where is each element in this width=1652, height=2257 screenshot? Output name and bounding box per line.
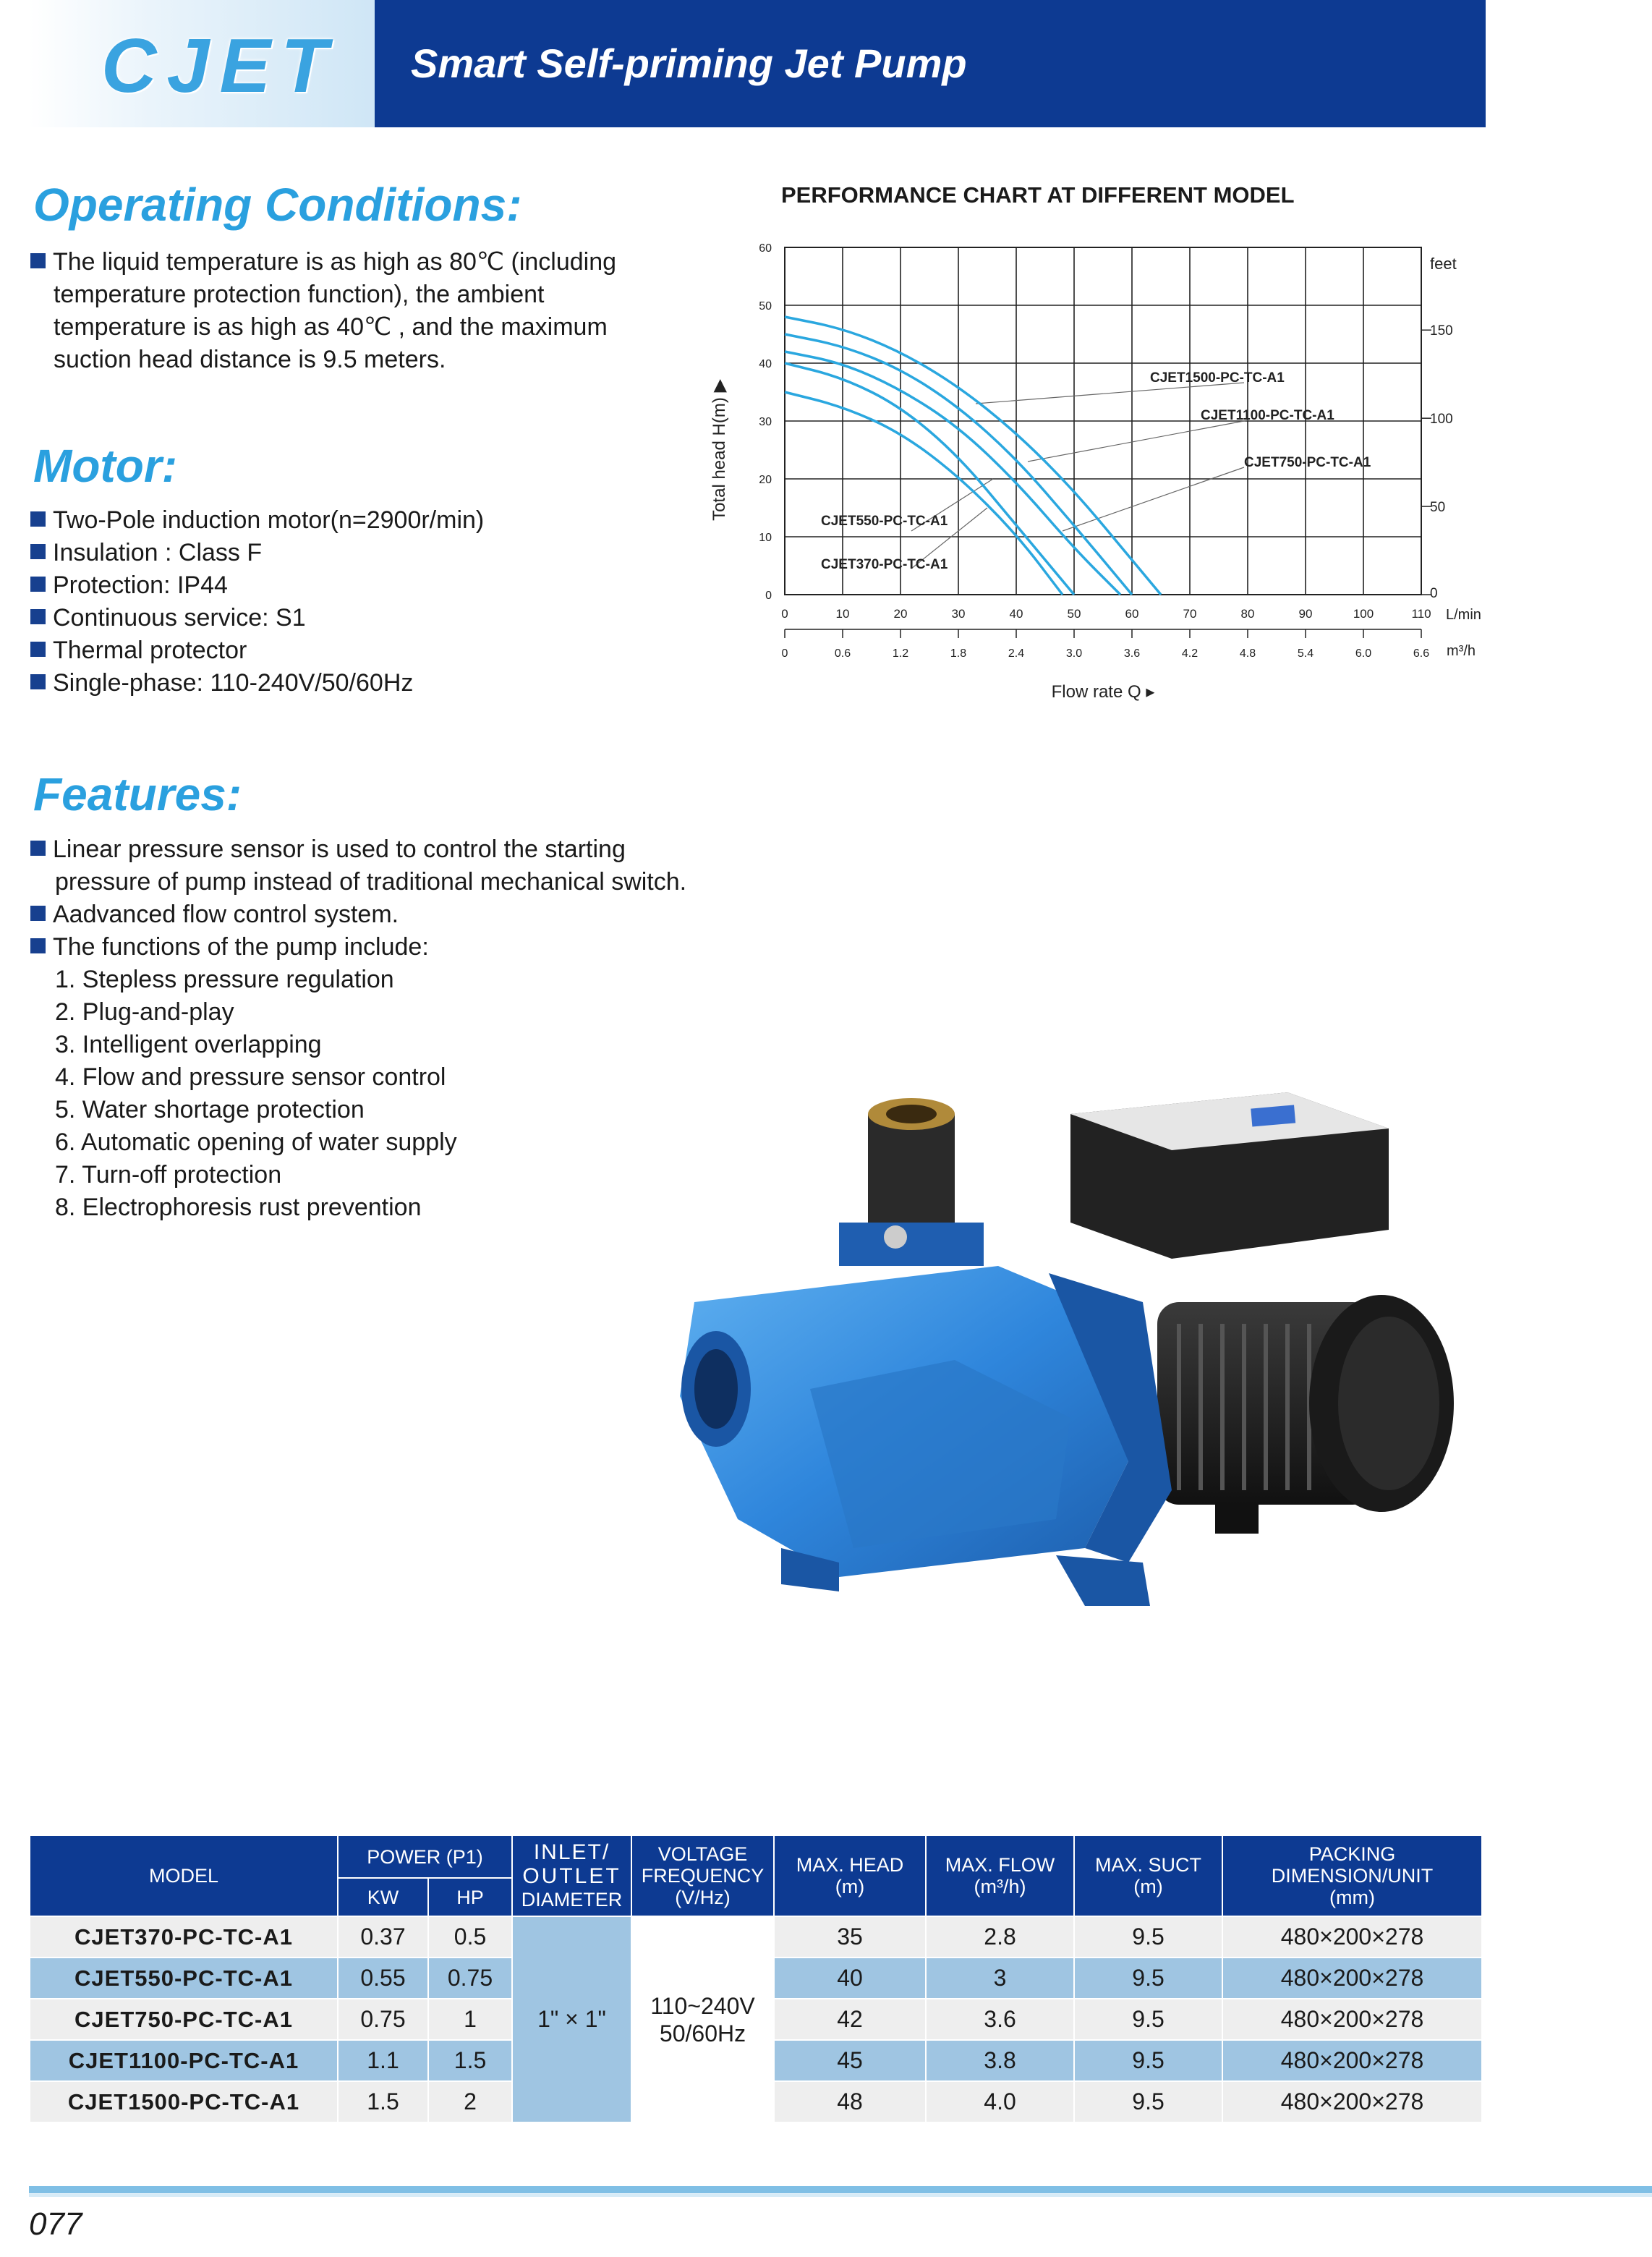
x2-tick-label: 3.0 bbox=[1065, 647, 1083, 660]
x2-tick-label: 0.6 bbox=[834, 647, 851, 660]
series-label: CJET750-PC-TC-A1 bbox=[1244, 455, 1371, 470]
y-tick-label: 0 bbox=[765, 590, 772, 602]
operating-line: suction head distance is 9.5 meters. bbox=[54, 346, 446, 373]
motor-item: Protection: IP44 bbox=[30, 569, 681, 602]
function-item: 7. Turn-off protection bbox=[55, 1161, 282, 1189]
x-tick-label: 50 bbox=[1067, 607, 1081, 621]
motor-item: Thermal protector bbox=[30, 634, 681, 667]
bullet-square-icon bbox=[30, 674, 46, 689]
cell-diameter: 1" × 1" bbox=[512, 1916, 631, 2122]
series-leader-line bbox=[1028, 420, 1248, 462]
x-tick-label: 80 bbox=[1240, 607, 1255, 621]
spec-table bbox=[29, 1835, 1483, 2123]
cell-head: 40 bbox=[774, 1958, 926, 1999]
operating-line: temperature is as high as 40℃ , and the maximum bbox=[54, 313, 608, 341]
x2-tick-label: 1.2 bbox=[892, 647, 909, 660]
bullet-square-icon bbox=[30, 642, 46, 657]
function-item: 3. Intelligent overlapping bbox=[55, 1031, 322, 1058]
series-line-cjet1500-pc-tc-a1 bbox=[785, 317, 1161, 595]
feature-item: Linear pressure sensor is used to control the starting bbox=[30, 833, 826, 866]
motor-item: Single-phase: 110-240V/50/60Hz bbox=[30, 667, 681, 700]
function-item: 4. Flow and pressure sensor control bbox=[55, 1063, 446, 1091]
cell-flow: 3.8 bbox=[926, 2040, 1074, 2081]
col-header-max-head: MAX. HEAD (m) bbox=[774, 1835, 926, 1916]
y-tick-label: 60 bbox=[759, 242, 772, 255]
cell-kw: 0.55 bbox=[338, 1958, 428, 1999]
cell-hp: 2 bbox=[428, 2081, 512, 2122]
y-tick-label: 40 bbox=[759, 358, 772, 370]
col-header-model: MODEL bbox=[30, 1835, 338, 1916]
y2-tick-label: 50 bbox=[1430, 500, 1446, 516]
y2-unit-label: feet bbox=[1430, 255, 1457, 273]
chart-title: PERFORMANCE CHART AT DIFFERENT MODEL bbox=[781, 182, 1295, 208]
y2-tick-label: 100 bbox=[1430, 412, 1453, 428]
col-header-max-flow: MAX. FLOW (m³/h) bbox=[926, 1835, 1074, 1916]
x2-tick-label: 6.0 bbox=[1355, 647, 1372, 660]
series-label: CJET1100-PC-TC-A1 bbox=[1201, 408, 1334, 423]
bullet-square-icon bbox=[30, 609, 46, 624]
chart-labels bbox=[710, 242, 1481, 702]
cell-pack: 480×200×278 bbox=[1222, 1916, 1482, 1958]
cell-head: 48 bbox=[774, 2081, 926, 2122]
x2-tick-label: 5.4 bbox=[1297, 647, 1314, 660]
x2-tick-label: 2.4 bbox=[1008, 647, 1025, 660]
y-tick-label: 30 bbox=[759, 416, 772, 428]
x-tick-label: 0 bbox=[781, 607, 788, 621]
footer-rule bbox=[29, 2186, 1652, 2193]
col-header-packing: PACKING DIMENSION/UNIT (mm) bbox=[1222, 1835, 1482, 1916]
y2-tick-label: 150 bbox=[1430, 323, 1453, 339]
x-tick-label: 40 bbox=[1009, 607, 1023, 621]
jet-pump-image bbox=[622, 1085, 1468, 1635]
features-heading: Features: bbox=[33, 768, 242, 820]
cell-head: 42 bbox=[774, 1999, 926, 2040]
motor-item: Continuous service: S1 bbox=[30, 602, 681, 634]
motor-housing bbox=[1157, 1295, 1454, 1534]
x2-tick-label: 4.8 bbox=[1239, 647, 1256, 660]
cell-head: 35 bbox=[774, 1916, 926, 1958]
cell-suct: 9.5 bbox=[1074, 2081, 1222, 2122]
pump-casing bbox=[680, 1266, 1172, 1606]
cell-pack: 480×200×278 bbox=[1222, 2040, 1482, 2081]
cell-flow: 2.8 bbox=[926, 1916, 1074, 1958]
x-tick-label: 30 bbox=[951, 607, 966, 621]
cell-voltage: 110~240V 50/60Hz bbox=[631, 1916, 774, 2122]
x-tick-label: 10 bbox=[835, 607, 850, 621]
x-axis-title: Flow rate Q ▸ bbox=[1051, 682, 1155, 702]
function-item: 5. Water shortage protection bbox=[55, 1096, 365, 1123]
x2-unit-label: m³/h bbox=[1447, 643, 1476, 659]
feature-item: Aadvanced flow control system. bbox=[30, 898, 826, 931]
operating-text bbox=[30, 246, 681, 376]
x2-tick-label: 6.6 bbox=[1413, 647, 1430, 660]
footer-rule-light bbox=[29, 2194, 1652, 2197]
cell-model: CJET1500-PC-TC-A1 bbox=[30, 2081, 338, 2122]
cell-flow: 3 bbox=[926, 1958, 1074, 1999]
col-header-hp: HP bbox=[428, 1878, 512, 1916]
cell-suct: 9.5 bbox=[1074, 1958, 1222, 1999]
page-number: 077 bbox=[29, 2206, 82, 2242]
x2-tick-label: 4.2 bbox=[1181, 647, 1198, 660]
x-tick-label: 110 bbox=[1411, 607, 1431, 621]
y-tick-label: 20 bbox=[759, 474, 772, 486]
cell-suct: 9.5 bbox=[1074, 1916, 1222, 1958]
x-tick-label: 70 bbox=[1183, 607, 1197, 621]
control-box bbox=[1070, 1092, 1389, 1259]
cell-pack: 480×200×278 bbox=[1222, 1958, 1482, 1999]
bullet-square-icon bbox=[30, 938, 46, 953]
bullet-square-icon bbox=[30, 253, 46, 268]
bullet-square-icon bbox=[30, 577, 46, 592]
feature-item-continued: pressure of pump instead of traditional mechanical switch. bbox=[55, 868, 687, 896]
chart-series bbox=[785, 317, 1161, 595]
cell-suct: 9.5 bbox=[1074, 1999, 1222, 2040]
motor-heading: Motor: bbox=[33, 440, 178, 492]
series-label: CJET550-PC-TC-A1 bbox=[821, 514, 948, 529]
table-header-row bbox=[30, 1835, 1482, 1878]
cell-hp: 1.5 bbox=[428, 2040, 512, 2081]
x2-tick-label: 0 bbox=[781, 647, 788, 660]
cell-kw: 0.75 bbox=[338, 1999, 428, 2040]
brand-logo: CJET bbox=[101, 23, 338, 109]
performance-chart bbox=[694, 231, 1497, 709]
col-header-kw: KW bbox=[338, 1878, 428, 1916]
cell-kw: 0.37 bbox=[338, 1916, 428, 1958]
series-label: CJET1500-PC-TC-A1 bbox=[1150, 370, 1285, 386]
cell-suct: 9.5 bbox=[1074, 2040, 1222, 2081]
col-header-voltage: VOLTAGE FREQUENCY (V/Hz) bbox=[631, 1835, 774, 1916]
bullet-square-icon bbox=[30, 511, 46, 527]
feature-item: The functions of the pump include: bbox=[30, 931, 826, 964]
x-tick-label: 90 bbox=[1298, 607, 1313, 621]
operating-heading: Operating Conditions: bbox=[33, 179, 522, 231]
y-tick-label: 50 bbox=[759, 300, 772, 313]
cell-flow: 4.0 bbox=[926, 2081, 1074, 2122]
cell-pack: 480×200×278 bbox=[1222, 2081, 1482, 2122]
function-item: 6. Automatic opening of water supply bbox=[55, 1128, 457, 1156]
cell-hp: 1 bbox=[428, 1999, 512, 2040]
chart-grid bbox=[785, 247, 1431, 638]
y-axis-title: Total head H(m) ▶ bbox=[710, 379, 729, 521]
cell-pack: 480×200×278 bbox=[1222, 1999, 1482, 2040]
col-header-max-suct: MAX. SUCT (m) bbox=[1074, 1835, 1222, 1916]
function-item: 1. Stepless pressure regulation bbox=[55, 966, 394, 993]
x-tick-label: 60 bbox=[1125, 607, 1139, 621]
x2-tick-label: 1.8 bbox=[950, 647, 967, 660]
function-item: 2. Plug-and-play bbox=[55, 998, 234, 1026]
cell-model: CJET370-PC-TC-A1 bbox=[30, 1916, 338, 1958]
x2-tick-label: 3.6 bbox=[1123, 647, 1141, 660]
motor-list bbox=[30, 504, 681, 700]
function-item: 8. Electrophoresis rust prevention bbox=[55, 1194, 422, 1221]
motor-item: Two-Pole induction motor(n=2900r/min) bbox=[30, 504, 681, 537]
bullet-square-icon bbox=[30, 906, 46, 921]
cell-flow: 3.6 bbox=[926, 1999, 1074, 2040]
cell-head: 45 bbox=[774, 2040, 926, 2081]
cell-kw: 1.5 bbox=[338, 2081, 428, 2122]
cell-hp: 0.75 bbox=[428, 1958, 512, 1999]
operating-line: The liquid temperature is as high as 80℃ (including bbox=[30, 246, 681, 279]
sensor-fitting bbox=[839, 1098, 984, 1266]
page-title: Smart Self-priming Jet Pump bbox=[411, 41, 967, 86]
col-header-diameter: INLET/ OUTLET DIAMETER bbox=[512, 1835, 631, 1916]
cell-model: CJET750-PC-TC-A1 bbox=[30, 1999, 338, 2040]
x-tick-label: 100 bbox=[1353, 607, 1374, 621]
series-label: CJET370-PC-TC-A1 bbox=[821, 557, 948, 572]
cell-model: CJET1100-PC-TC-A1 bbox=[30, 2040, 338, 2081]
cell-model: CJET550-PC-TC-A1 bbox=[30, 1958, 338, 1999]
motor-item: Insulation : Class F bbox=[30, 537, 681, 569]
col-header-power: POWER (P1) bbox=[338, 1835, 512, 1878]
y-tick-label: 10 bbox=[759, 532, 772, 544]
x-unit-label: L/min bbox=[1446, 607, 1481, 623]
y2-tick-label: 0 bbox=[1430, 586, 1438, 601]
bullet-square-icon bbox=[30, 544, 46, 559]
series-leader-line bbox=[1063, 467, 1244, 531]
cell-kw: 1.1 bbox=[338, 2040, 428, 2081]
bullet-square-icon bbox=[30, 841, 46, 856]
x-tick-label: 20 bbox=[893, 607, 908, 621]
operating-line: temperature protection function), the ambient bbox=[54, 281, 545, 308]
cell-hp: 0.5 bbox=[428, 1916, 512, 1958]
table-row bbox=[30, 1916, 1482, 1958]
